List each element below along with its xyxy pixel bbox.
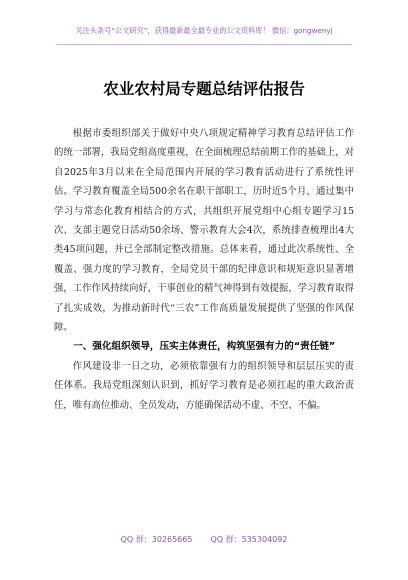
footer-contact: [0, 534, 408, 546]
section-heading: 一、强化组织领导，压实主体责任，构筑坚强有力的“责任链”: [73, 341, 336, 353]
header-promo-note: 关注头条号“公文研究”，获得最新最全最专业的公文资料库！ 微信：gongwenyj: [75, 26, 333, 35]
footer-qq-group-1: QQ 群：30265665: [120, 535, 193, 544]
intro-paragraph: 根据市委组织部关于做好中央八项规定精神学习教育总结评估工作的统一部署，我局党组高度重视，在全面梳理总结前期工作的基础上，对自2025年3月以来在全局范围内开展的学习教育活动进行了系统性评估。学习教育覆盖全局500余名在职干部职工，历时近5个月，通过集中学习与常态化教育相结合的方式，共组织开展党组中心组专题学习15次、支部主题党日活动50余场、警示教育大会4次，系统排查梳理出4大类45项问题，并已全部制定整改措施。总体来看，通过此次系统性、全覆盖、强力度的学习教育，全局党员干部的纪律意识和规矩意识显著增强，工作作风持续向好，干事创业的精气神得到有效提振，学习教育取得了扎实成效，为推动新时代“三农”工作高质量发展提供了坚强的作风保障。: [54, 128, 355, 334]
document-body: [54, 124, 354, 415]
section-paragraph: 作风建设非一日之功，必须依靠强有力的组织领导和层层压实的责任体系。我局党组深刻认识到，抓好学习教育是必须扛起的重大政治责任，唯有高位推动、全员发动，方能确保活动不虚、不空、不偏。: [54, 360, 354, 411]
document-title: 农业农村局专题总结评估报告: [103, 80, 305, 98]
header-divider: [56, 44, 352, 45]
footer-qq-group-2: QQ 群：535304092: [210, 535, 288, 544]
